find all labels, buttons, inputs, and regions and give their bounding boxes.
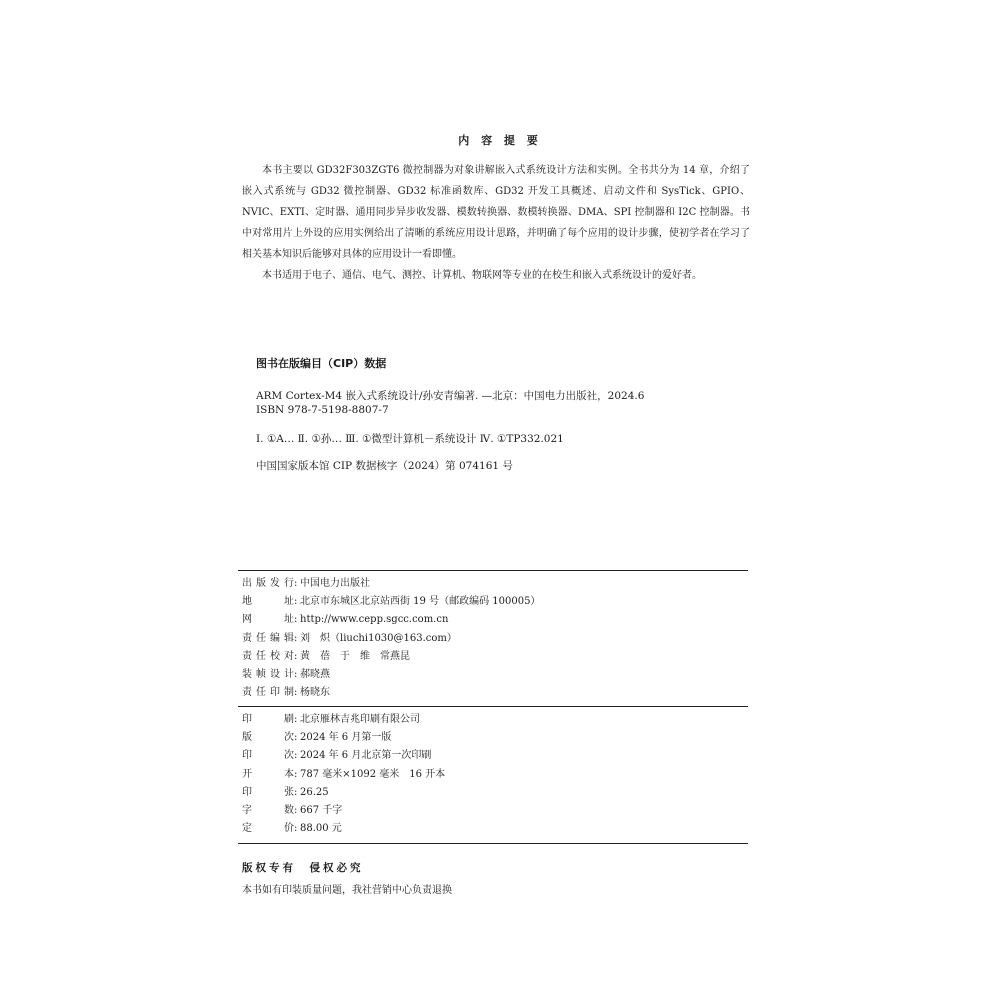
info-value: 中国电力出版社 — [300, 578, 370, 589]
print-info-row — [242, 729, 748, 747]
publisher-info-row — [242, 630, 748, 648]
info-value: 黄 蓓 于 维 常燕昆 — [300, 650, 410, 662]
info-colon: : — [294, 578, 298, 589]
print-info-row — [242, 784, 748, 802]
info-colon: : — [294, 614, 298, 626]
info-colon: : — [294, 596, 298, 608]
info-value: 北京市东城区北京站西街 19 号（邮政编码 100005） — [300, 596, 541, 608]
publisher-info-row — [242, 611, 748, 629]
info-label: 版 次 — [242, 732, 294, 744]
info-colon: : — [294, 732, 298, 744]
info-label: 责任印制 — [242, 687, 294, 699]
info-label: 字 数 — [242, 804, 294, 816]
info-colon: : — [294, 650, 298, 662]
cip-isbn: ISBN 978-7-5198-8807-7 — [256, 404, 389, 416]
info-value: 刘 炽（liuchi1030@163.com） — [300, 632, 457, 644]
info-label: 出版发行 — [242, 578, 294, 589]
info-value: 杨晓东 — [300, 687, 330, 699]
info-colon: : — [294, 714, 298, 725]
divider — [238, 843, 748, 844]
summary-paragraph: 本书适用于电子、通信、电气、测控、计算机、物联网等专业的在校生和嵌入式系统设计的爱好者。 — [262, 270, 702, 281]
info-value: 88.00 元 — [300, 823, 342, 835]
print-info-row — [242, 802, 748, 820]
info-label: 开 本 — [242, 768, 294, 780]
info-value: http://www.cepp.sgcc.com.cn — [300, 614, 449, 626]
rights-title: 版权专有 侵权必究 — [242, 862, 364, 874]
publisher-info-row — [242, 593, 748, 611]
publisher-info-row — [242, 575, 748, 593]
info-colon: : — [294, 750, 298, 762]
info-colon: : — [294, 804, 298, 816]
cip-record-number: 中国国家版本馆 CIP 数据核字（2024）第 074161 号 — [256, 460, 513, 472]
info-label: 印 次 — [242, 750, 294, 762]
info-label: 网 址 — [242, 614, 294, 626]
info-value: 郝晓燕 — [300, 668, 330, 680]
info-label: 印 刷 — [242, 714, 294, 725]
info-value: 787 毫米×1092 毫米 16 开本 — [300, 768, 446, 780]
publisher-info-row — [242, 648, 748, 666]
print-info-row — [242, 711, 748, 729]
print-info-row — [242, 820, 748, 838]
divider — [238, 570, 748, 571]
info-value: 北京雁林吉兆印刷有限公司 — [300, 714, 420, 725]
cip-heading: 图书在版编目（CIP）数据 — [256, 357, 387, 370]
info-label: 责任校对 — [242, 650, 294, 662]
print-info-block — [242, 711, 748, 838]
info-colon: : — [294, 632, 298, 644]
info-colon: : — [294, 668, 298, 680]
rights-note: 本书如有印装质量问题，我社营销中心负责退换 — [242, 885, 452, 896]
info-value: 2024 年 6 月北京第一次印刷 — [300, 750, 432, 762]
info-colon: : — [294, 768, 298, 780]
cip-citation: ARM Cortex-M4 嵌入式系统设计/孙安青编著. —北京：中国电力出版社，2024.6 — [256, 390, 645, 402]
print-info-row — [242, 747, 748, 765]
info-colon: : — [294, 786, 298, 798]
summary-body — [242, 160, 750, 286]
publisher-info-block — [242, 575, 748, 702]
cip-classification: Ⅰ. ①A… Ⅱ. ①孙… Ⅲ. ①微型计算机－系统设计 Ⅳ. ①TP332.021 — [256, 433, 564, 445]
info-value: 2024 年 6 月第一版 — [300, 732, 392, 744]
info-label: 印 张 — [242, 786, 294, 798]
info-value: 26.25 — [300, 786, 329, 798]
info-colon: : — [294, 687, 298, 699]
summary-title: 内 容 提 要 — [458, 134, 542, 147]
print-info-row — [242, 766, 748, 784]
info-label: 装帧设计 — [242, 668, 294, 680]
summary-paragraph: 本书主要以 GD32F303ZGT6 微控制器为对象讲解嵌入式系统设计方法和实例。全书共分为 14 章，介绍了嵌入式系统与 GD32 微控制器、GD32 标准函数库、GD32 开发工具概述、启动文件和 SysTick、GPIO、NVIC、EXTI、定时器、通用同步异步收发器、模数转换器、数模转换器、DMA、SPI 控制器和 I2C 控制器。书中对常用片上外设的应用实例给出了清晰的系统应用设计思路，并明确了每个应用的设计步骤，使初学者在学习了相关基本知识后能够对具体的应用设计一看即懂。 — [242, 165, 750, 260]
info-label: 地 址 — [242, 596, 294, 608]
info-value: 667 千字 — [300, 804, 343, 816]
divider — [238, 706, 748, 707]
publisher-info-row — [242, 666, 748, 684]
publisher-info-row — [242, 684, 748, 702]
info-label: 定 价 — [242, 823, 294, 835]
info-label: 责任编辑 — [242, 632, 294, 644]
info-colon: : — [294, 823, 298, 835]
